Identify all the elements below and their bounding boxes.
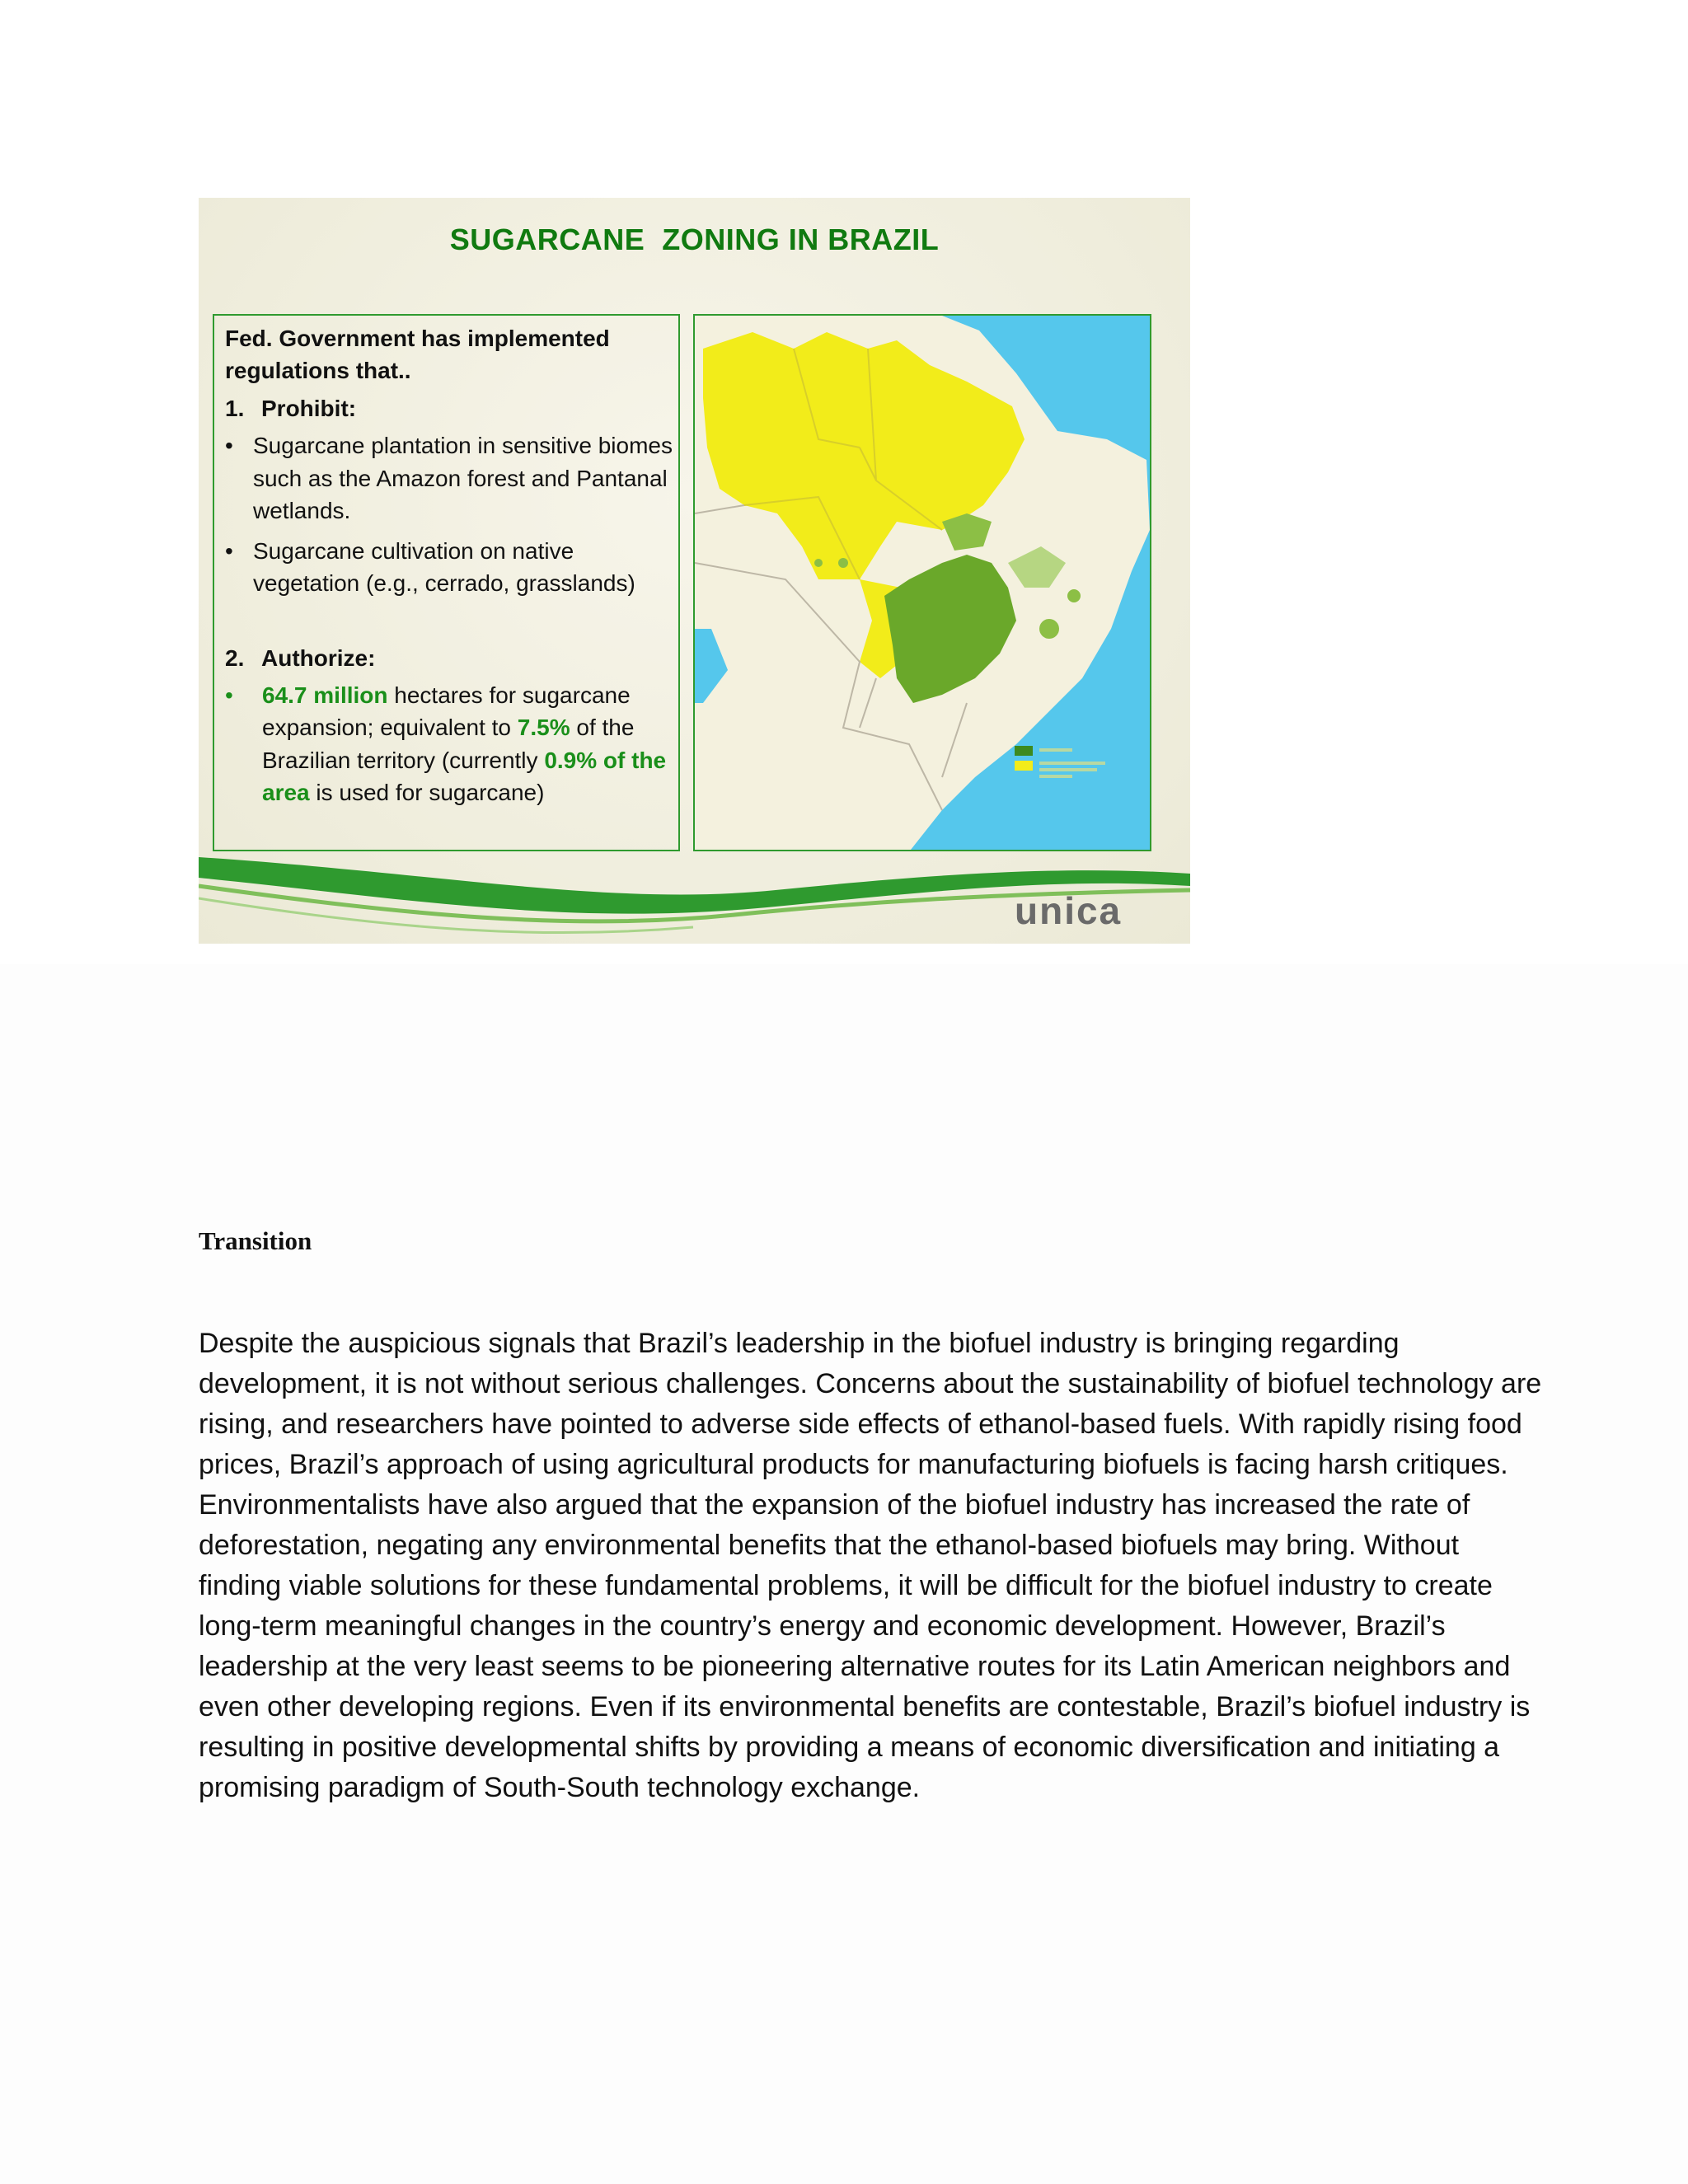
map-illustration <box>695 316 1150 850</box>
prohibit-item: • Sugarcane cultivation on native vegetation (e.g., cerrado, grasslands) <box>225 535 678 600</box>
brazil-zoning-map <box>693 314 1151 851</box>
bullet-icon: • <box>225 682 233 708</box>
regulations-intro: Fed. Government has implemented regulations that.. <box>225 326 610 383</box>
body-paragraph: Despite the auspicious signals that Brazil’s leadership in the biofuel industry is bringing regarding development, it is not without serious challenges. Concerns about the sustainability of biofuel technology are rising, and researchers have pointed to adverse side effects of ethanol-based fuels. With rapidly rising food prices, Brazil’s approach of using agricultural products for manufacturing biofuels is facing harsh critiques. Environmentalists have also argued that the expansion of the biofuel industry has increased the rate of deforestation, negating any environmental benefits that the ethanol-based biofuels may bring. Without finding viable solutions for these fundamental problems, it will be difficult for the biofuel industry to create long-term meaningful changes in the country’s energy and economic development. However, Brazil’s leadership at the very least seems to be pioneering alternative routes for its Latin American neighbors and even other developing regions. Even if its environmental benefits are contestable, Brazil’s biofuel industry is resulting in positive developmental shifts by providing a means of economic diversification and initiating a promising paradigm of South-South technology exchange. <box>199 1328 1542 1803</box>
authorize-item: • 64.7 million hectares for sugarcane expansion; equivalent to 7.5% of the Brazilian territory (currently 0.9% of the area is used for sugarcane) <box>225 679 678 809</box>
bullet-icon: • <box>225 537 233 564</box>
authorize-list <box>225 679 678 809</box>
slide-image <box>199 198 1190 944</box>
authorize-heading <box>225 643 678 674</box>
section-heading: Transition <box>199 1226 312 1255</box>
prohibit-list <box>225 429 678 600</box>
prohibit-label: Prohibit: <box>261 396 357 421</box>
authorize-number: 2. <box>225 644 245 671</box>
prohibit-number: 1. <box>225 396 245 421</box>
bullet-icon: • <box>225 433 233 458</box>
prohibit-heading <box>225 393 678 424</box>
prohibit-item: • Sugarcane plantation in sensitive biomes such as the Amazon forest and Pantanal wetlands. <box>225 429 678 527</box>
authorize-label: Authorize: <box>261 644 376 671</box>
regulations-box <box>213 314 680 851</box>
unica-logo: unica <box>1015 889 1123 932</box>
slide-title: SUGARCANE ZONING IN BRAZIL <box>449 223 940 256</box>
